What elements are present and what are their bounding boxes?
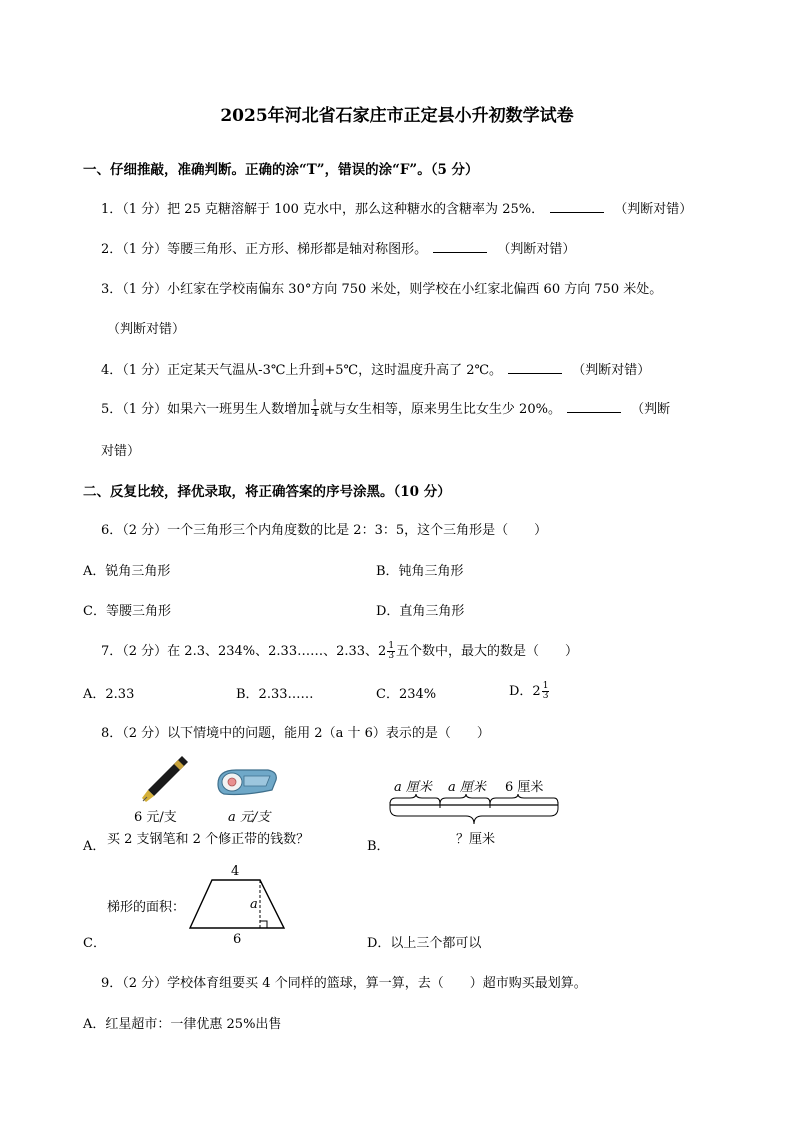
q7-option-c[interactable]: C．234%: [376, 687, 437, 702]
trapezoid-height: a: [250, 897, 258, 912]
question-6-text: 6．（2 分）一个三角形三个内角度数的比是 2：3：5，这个三角形是（ ）: [101, 523, 548, 538]
question-1: [101, 198, 692, 217]
question-9-text: 9．（2 分）学校体育组要买 4 个同样的篮球，算一算，去（ ）超市购买最划算。: [101, 976, 587, 991]
question-7: [101, 640, 578, 661]
q9-option-a[interactable]: A．红星超市：一律优惠 25%出售: [83, 1017, 282, 1032]
question-5-fraction: $\frac{1}{4}$: [312, 399, 318, 419]
trapezoid-area-label: 梯形的面积：: [107, 900, 186, 915]
question-7-fraction: $\frac{1}{3}$: [388, 641, 395, 661]
q8-option-b-label[interactable]: B．: [367, 839, 390, 854]
trapezoid-diagram: [188, 876, 290, 932]
question-1-tail: （判断对错）: [614, 202, 693, 217]
q6-option-b[interactable]: B．钝角三角形: [376, 564, 464, 579]
fountain-pen-icon: [138, 752, 192, 804]
q7-option-d[interactable]: D．2 $\frac{1}{3}$: [509, 681, 549, 701]
q8-option-a-label[interactable]: A．: [83, 839, 106, 854]
segment-total-label: ？厘米: [456, 832, 496, 847]
trapezoid-bottom-length: 6: [233, 932, 242, 947]
q7-option-b[interactable]: B．2.33……: [236, 687, 314, 702]
question-7-text-pre: 7．（2 分）在 2.3、234%、2.33……、2.33、2: [101, 644, 387, 659]
segment-label-2: a 厘米: [448, 780, 486, 795]
segment-diagram: [384, 792, 564, 832]
answer-blank-1[interactable]: [550, 200, 604, 213]
answer-blank-4[interactable]: [508, 361, 562, 374]
question-7-text-post: 五个数中，最大的数是（ ）: [396, 644, 579, 659]
segment-label-3: 6 厘米: [505, 780, 544, 795]
q7-option-a[interactable]: A．2.33: [83, 687, 135, 702]
question-3-text: 3．（1 分）小红家在学校南偏东 30°方向 750 米处，则学校在小红家北偏西 60 方向 750 米处。: [101, 282, 663, 297]
page-title: 2025年河北省石家庄市正定县小升初数学试卷: [220, 106, 574, 126]
question-4-text: 4．（1 分）正定某天气温从-3℃上升到+5℃，这时温度升高了 2℃。: [101, 363, 503, 378]
question-5-tail-a: （判断: [631, 402, 671, 417]
q7-option-d-fraction: $\frac{1}{3}$: [542, 681, 549, 701]
answer-blank-2[interactable]: [433, 240, 487, 253]
segment-label-1: a 厘米: [394, 780, 432, 795]
trapezoid-top-length: 4: [231, 864, 240, 879]
q6-option-d[interactable]: D．直角三角形: [376, 604, 465, 619]
question-1-text: 1．（1 分）把 25 克糖溶解于 100 克水中，那么这种糖水的含糖率为 25%．: [101, 202, 545, 217]
question-2-text: 2．（1 分）等腰三角形、正方形、梯形都是轴对称图形。: [101, 242, 428, 257]
question-8-text: 8．（2 分）以下情境中的问题，能用 2（a 十 6）表示的是（ ）: [101, 726, 490, 741]
q8-option-d[interactable]: D．以上三个都可以: [367, 936, 482, 951]
q8-option-a-text: 买 2 支钢笔和 2 个修正带的钱数？: [107, 832, 310, 847]
question-2: [101, 238, 575, 257]
section-1-heading: 一、仔细推敲，准确判断。正确的涂“T”，错误的涂“F”。（5 分）: [83, 162, 479, 178]
question-3-tail: （判断对错）: [107, 322, 186, 337]
correction-tape-icon: [214, 764, 280, 800]
question-2-tail: （判断对错）: [497, 242, 576, 257]
question-5-text-post: 就与女生相等，原来男生比女生少 20%。: [319, 402, 561, 417]
section-2-heading: 二、反复比较，择优录取，将正确答案的序号涂黑。（10 分）: [83, 484, 451, 500]
q6-option-a[interactable]: A．锐角三角形: [83, 564, 171, 579]
question-4-tail: （判断对错）: [572, 363, 651, 378]
answer-blank-5[interactable]: [567, 400, 621, 413]
question-5-tail-b: 对错）: [101, 444, 141, 459]
question-4: [101, 359, 650, 378]
question-5: [101, 398, 670, 419]
question-5-text-pre: 5．（1 分）如果六一班男生人数增加: [101, 402, 311, 417]
q6-option-c[interactable]: C．等腰三角形: [83, 604, 171, 619]
tape-price: a 元/支: [228, 810, 271, 825]
pen-price: 6 元/支: [134, 810, 177, 825]
q8-option-c-label[interactable]: C．: [83, 936, 106, 951]
